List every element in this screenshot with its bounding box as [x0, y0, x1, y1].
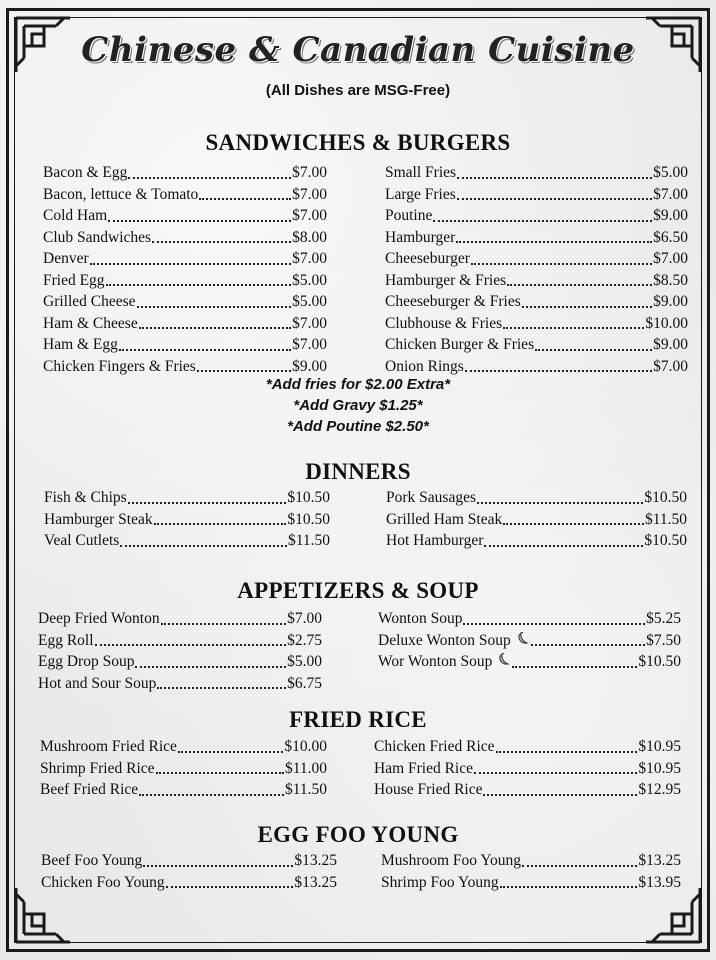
menu-item	[378, 630, 681, 652]
menu-item-name: Small Fries	[385, 164, 457, 181]
fried-rice-left-column	[40, 736, 327, 801]
menu-item-price: $5.00	[287, 653, 322, 670]
sandwiches-left-column	[43, 162, 327, 377]
dot-leader	[139, 794, 284, 796]
menu-item-name: Grilled Cheese	[43, 293, 136, 310]
menu-item	[386, 509, 687, 531]
menu-item	[386, 530, 687, 552]
menu-item-price: $7.00	[292, 164, 327, 181]
dot-leader	[199, 198, 291, 200]
menu-item	[43, 334, 327, 356]
menu-item-price: $2.75	[287, 631, 322, 649]
menu-item-name: House Fried Rice	[374, 781, 483, 798]
dot-leader	[522, 865, 637, 867]
menu-item-name: Beef Fried Rice	[40, 781, 139, 798]
menu-item-name: Bacon & Egg	[43, 164, 128, 181]
menu-item	[41, 850, 337, 872]
menu-item	[385, 248, 688, 270]
menu-item-price: $7.00	[292, 336, 327, 353]
dot-leader	[471, 263, 652, 265]
dot-leader	[106, 284, 292, 286]
dot-leader	[137, 306, 292, 308]
menu-item	[43, 313, 327, 335]
corner-ornament-icon	[642, 884, 704, 946]
menu-item	[385, 291, 688, 313]
dot-leader	[433, 220, 652, 222]
menu-item-price: $11.00	[284, 759, 327, 777]
section-title-egg-foo-young: EGG FOO YOUNG	[257, 822, 459, 847]
dot-leader	[154, 523, 287, 525]
menu-item-name: Beef Foo Young	[41, 852, 143, 869]
egg-foo-young-left-column	[41, 850, 337, 893]
sandwiches-right-column	[385, 162, 688, 377]
menu-item-name: Ham & Egg	[43, 336, 118, 353]
menu-item	[44, 530, 330, 552]
dot-leader	[95, 644, 287, 646]
menu-item-price: $12.95	[638, 781, 681, 798]
dot-leader	[161, 623, 287, 625]
dot-leader	[178, 751, 283, 753]
menu-item	[378, 651, 681, 673]
menu-item-name: Cheeseburger	[385, 250, 470, 267]
menu-item	[43, 162, 327, 184]
dot-leader	[531, 644, 645, 646]
menu-item-price: $11.50	[644, 510, 687, 528]
section-title-sandwiches: SANDWICHES & BURGERS	[205, 130, 511, 155]
dot-leader	[522, 306, 652, 308]
menu-item-price: $13.25	[638, 852, 681, 869]
menu-item-price: $13.25	[294, 852, 337, 869]
menu-item-price: $8.00	[292, 228, 327, 246]
dinners-right-column	[386, 487, 687, 552]
menu-item-price: $10.50	[287, 489, 330, 506]
menu-item	[378, 608, 681, 630]
menu-title: Chinese & Canadian Cuisine	[81, 30, 635, 70]
menu-item-name: Fried Egg	[43, 271, 105, 289]
menu-item	[385, 184, 688, 206]
menu-item-name: Shrimp Foo Young	[381, 873, 499, 891]
menu-item-name: Fish & Chips	[44, 489, 127, 506]
menu-item-name: Poutine	[385, 207, 433, 224]
menu-item	[385, 270, 688, 292]
menu-item-name: Mushroom Foo Young	[381, 852, 521, 869]
menu-item-name: Chicken Foo Young	[41, 873, 165, 891]
menu-item	[374, 736, 681, 758]
dot-leader	[512, 666, 637, 668]
dot-leader	[139, 327, 291, 329]
appetizers-right-column	[378, 608, 681, 673]
menu-item	[43, 291, 327, 313]
menu-item-price: $9.00	[653, 293, 688, 310]
dot-leader	[119, 349, 291, 351]
menu-item	[44, 487, 330, 509]
dot-leader	[503, 523, 644, 525]
fried-rice-right-column	[374, 736, 681, 801]
dot-leader	[152, 241, 291, 243]
menu-item-price: $10.50	[638, 653, 681, 670]
menu-item-name: Onion Rings	[385, 357, 464, 375]
menu-item-price: $10.50	[644, 489, 687, 506]
dot-leader	[90, 263, 292, 265]
menu-item-name: Cold Ham	[43, 207, 108, 224]
menu-item-name: Large Fries	[385, 185, 456, 203]
menu-item-price: $7.00	[292, 250, 327, 267]
menu-item-name: Hamburger & Fries	[385, 271, 507, 289]
dot-leader	[128, 502, 287, 504]
dot-leader	[474, 772, 637, 774]
menu-item-price: $5.00	[292, 271, 327, 289]
menu-item-price: $7.00	[653, 357, 688, 375]
menu-item-price: $5.00	[292, 293, 327, 310]
menu-item-price: $7.00	[292, 314, 327, 332]
menu-item-name: Chicken Fried Rice	[374, 738, 495, 755]
dot-leader	[156, 772, 284, 774]
chili-pepper-icon	[516, 631, 530, 645]
dot-leader	[503, 327, 644, 329]
menu-item-price: $10.00	[645, 314, 688, 332]
menu-item	[38, 673, 322, 695]
dot-leader	[456, 241, 652, 243]
dot-leader	[500, 886, 638, 888]
menu-item-price: $10.50	[644, 532, 687, 549]
dot-leader	[157, 687, 286, 689]
menu-item-name: Grilled Ham Steak	[386, 510, 503, 528]
menu-item	[385, 205, 688, 227]
menu-item	[38, 630, 322, 652]
menu-item-name: Bacon, lettuce & Tomato	[43, 185, 199, 203]
dot-leader	[120, 545, 287, 547]
menu-item-name: Veal Cutlets	[44, 532, 120, 549]
menu-item	[385, 313, 688, 335]
menu-item-name: Clubhouse & Fries	[385, 314, 503, 332]
menu-item-price: $6.75	[287, 674, 322, 692]
menu-item-price: $13.95	[638, 873, 681, 891]
menu-item	[43, 270, 327, 292]
menu-item-price: $7.00	[653, 185, 688, 203]
menu-item-name: Egg Drop Soup	[38, 653, 135, 670]
menu-item-name: Deluxe Wonton Soup	[378, 631, 511, 649]
menu-item-price: $7.50	[646, 631, 681, 649]
menu-item-price: $8.50	[653, 271, 688, 289]
menu-item	[374, 779, 681, 801]
menu-item	[40, 736, 327, 758]
dot-leader	[143, 865, 293, 867]
menu-item	[386, 487, 687, 509]
menu-item-price: $7.00	[292, 207, 327, 224]
menu-item-price: $9.00	[653, 207, 688, 224]
menu-item	[40, 779, 327, 801]
menu-item-price: $5.00	[653, 164, 688, 181]
dot-leader	[477, 502, 643, 504]
menu-note: *Add Gravy $1.25*	[293, 397, 423, 414]
menu-note: *Add Poutine $2.50*	[287, 418, 429, 435]
menu-item	[43, 248, 327, 270]
menu-item-name: Cheeseburger & Fries	[385, 293, 521, 310]
dot-leader	[463, 623, 645, 625]
menu-item-name: Club Sandwiches	[43, 228, 152, 246]
menu-note: *Add fries for $2.00 Extra*	[265, 376, 451, 393]
chili-pepper-icon	[497, 652, 511, 666]
dot-leader	[535, 349, 652, 351]
menu-item-name: Mushroom Fried Rice	[40, 738, 177, 755]
menu-item-name: Hot Hamburger	[386, 532, 484, 549]
menu-item-price: $11.50	[287, 532, 330, 549]
menu-item-price: $10.00	[284, 738, 327, 755]
menu-item-price: $13.25	[294, 873, 337, 891]
appetizers-left-column	[38, 608, 322, 694]
menu-item-name: Wor Wonton Soup	[378, 653, 493, 670]
menu-item	[385, 227, 688, 249]
menu-item	[41, 872, 337, 894]
menu-item-price: $7.00	[287, 610, 322, 627]
menu-item-name: Ham & Cheese	[43, 314, 138, 332]
menu-item	[38, 651, 322, 673]
menu-item-price: $9.00	[653, 336, 688, 353]
menu-item-name: Chicken Fingers & Fries	[43, 357, 196, 375]
menu-item-name: Deep Fried Wonton	[38, 610, 160, 627]
dot-leader	[465, 370, 652, 372]
dot-leader	[197, 370, 291, 372]
menu-item-price: $7.00	[653, 250, 688, 267]
menu-item	[38, 608, 322, 630]
menu-item	[381, 872, 681, 894]
menu-item	[44, 509, 330, 531]
egg-foo-young-right-column	[381, 850, 681, 893]
menu-item	[43, 227, 327, 249]
menu-item-price: $7.00	[292, 185, 327, 203]
menu-item-name: Denver	[43, 250, 89, 267]
dot-leader	[108, 220, 291, 222]
dot-leader	[507, 284, 652, 286]
menu-item-name: Wonton Soup	[378, 610, 463, 627]
menu-item-name: Chicken Burger & Fries	[385, 336, 535, 353]
menu-item-price: $11.50	[284, 781, 327, 798]
menu-item-name: Ham Fried Rice	[374, 759, 474, 777]
dinners-left-column	[44, 487, 330, 552]
section-title-appetizers: APPETIZERS & SOUP	[237, 578, 479, 603]
dot-leader	[128, 177, 291, 179]
menu-item-price: $9.00	[292, 357, 327, 375]
menu-item-name: Pork Sausages	[386, 489, 476, 506]
menu-item-price: $10.50	[287, 510, 330, 528]
menu-item	[381, 850, 681, 872]
section-title-fried-rice: FRIED RICE	[289, 707, 427, 732]
dot-leader	[457, 198, 652, 200]
menu-subtitle: (All Dishes are MSG-Free)	[265, 82, 451, 99]
menu-item	[374, 758, 681, 780]
menu-item-price: $6.50	[653, 228, 688, 246]
menu-item-name: Hamburger Steak	[44, 510, 153, 528]
menu-item-name: Hamburger	[385, 228, 456, 246]
menu-item	[40, 758, 327, 780]
menu-item-name: Egg Roll	[38, 631, 94, 649]
section-title-dinners: DINNERS	[305, 459, 411, 484]
dot-leader	[135, 666, 286, 668]
dot-leader	[483, 794, 637, 796]
menu-item-name: Hot and Sour Soup	[38, 674, 157, 692]
menu-item-name: Shrimp Fried Rice	[40, 759, 155, 777]
menu-item	[43, 205, 327, 227]
menu-item	[385, 334, 688, 356]
dot-leader	[166, 886, 294, 888]
menu-item	[385, 162, 688, 184]
menu-item-price: $5.25	[646, 610, 681, 627]
corner-ornament-icon	[12, 884, 74, 946]
menu-item-price: $10.95	[638, 738, 681, 755]
dot-leader	[457, 177, 652, 179]
dot-leader	[496, 751, 638, 753]
menu-item	[43, 184, 327, 206]
dot-leader	[484, 545, 643, 547]
menu-item-price: $10.95	[638, 759, 681, 777]
